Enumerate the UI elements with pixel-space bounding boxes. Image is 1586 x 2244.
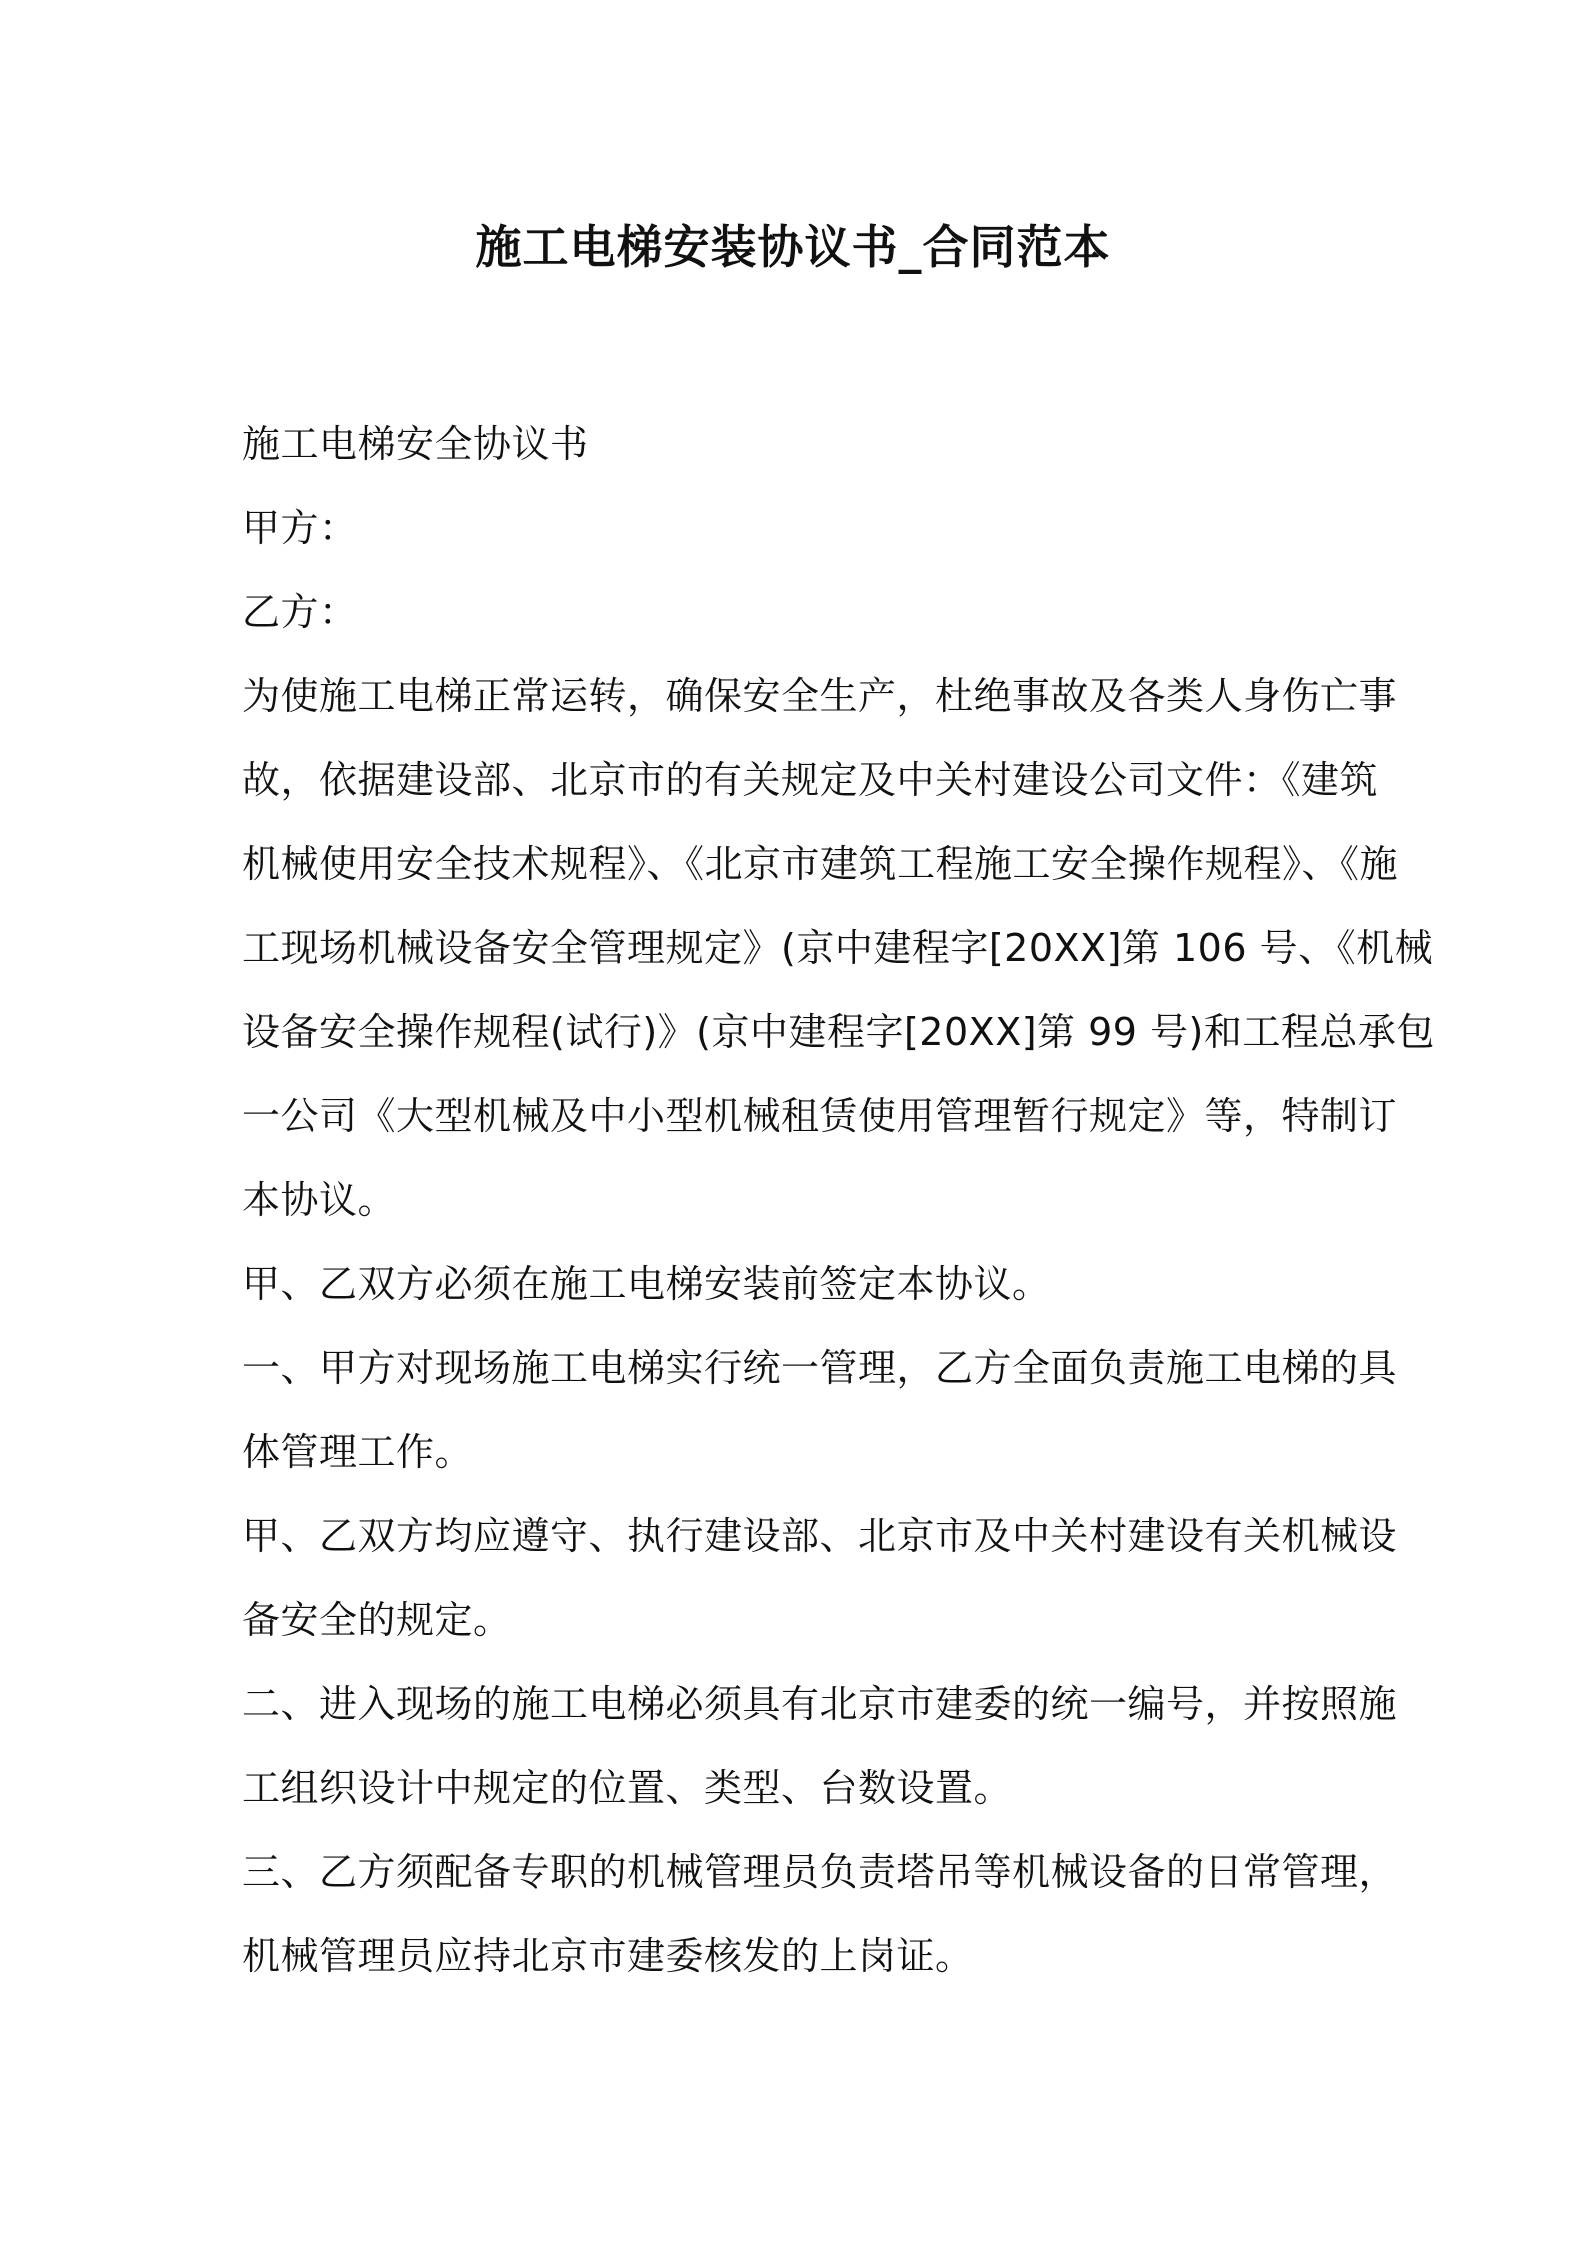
document-title: 施工电梯安装协议书_合同范本 bbox=[475, 220, 1111, 274]
paragraph-line: 一公司《大型机械及中小型机械租赁使用管理暂行规定》等，特制订 bbox=[242, 1094, 1398, 1138]
document-body bbox=[242, 402, 1435, 1998]
paragraph-line: 甲、乙双方必须在施工电梯安装前签定本协议。 bbox=[242, 1262, 1051, 1306]
paragraph-line: 本协议。 bbox=[242, 1178, 397, 1222]
paragraph-line: 故，依据建设部、北京市的有关规定及中关村建设公司文件：《建筑 bbox=[242, 758, 1379, 802]
paragraph-line: 工现场机械设备安全管理规定》(京中建程字[20XX]第 106 号、《机械 bbox=[242, 926, 1434, 970]
line-subtitle: 施工电梯安全协议书 bbox=[242, 422, 589, 466]
paragraph-line: 设备安全操作规程(试行)》(京中建程字[20XX]第 99 号)和工程总承包 bbox=[242, 1010, 1435, 1054]
line-party-b: 乙方： bbox=[242, 590, 358, 634]
paragraph-line: 三、乙方须配备专职的机械管理员负责塔吊等机械设备的日常管理， bbox=[242, 1850, 1398, 1894]
paragraph-line: 机械使用安全技术规程》、《北京市建筑工程施工安全操作规程》、《施 bbox=[242, 842, 1399, 886]
paragraph-line: 工组织设计中规定的位置、类型、台数设置。 bbox=[242, 1766, 1013, 1810]
paragraph-line: 备安全的规定。 bbox=[242, 1598, 512, 1642]
paragraph-line: 甲、乙双方均应遵守、执行建设部、北京市及中关村建设有关机械设 bbox=[242, 1514, 1398, 1558]
line-party-a: 甲方： bbox=[242, 506, 358, 550]
paragraph-line: 二、进入现场的施工电梯必须具有北京市建委的统一编号，并按照施 bbox=[242, 1682, 1398, 1726]
paragraph-line: 体管理工作。 bbox=[242, 1430, 474, 1474]
paragraph-line: 为使施工电梯正常运转，确保安全生产，杜绝事故及各类人身伤亡事 bbox=[242, 674, 1398, 718]
paragraph-line: 机械管理员应持北京市建委核发的上岗证。 bbox=[242, 1934, 974, 1978]
paragraph-line: 一、甲方对现场施工电梯实行统一管理，乙方全面负责施工电梯的具 bbox=[242, 1346, 1398, 1390]
